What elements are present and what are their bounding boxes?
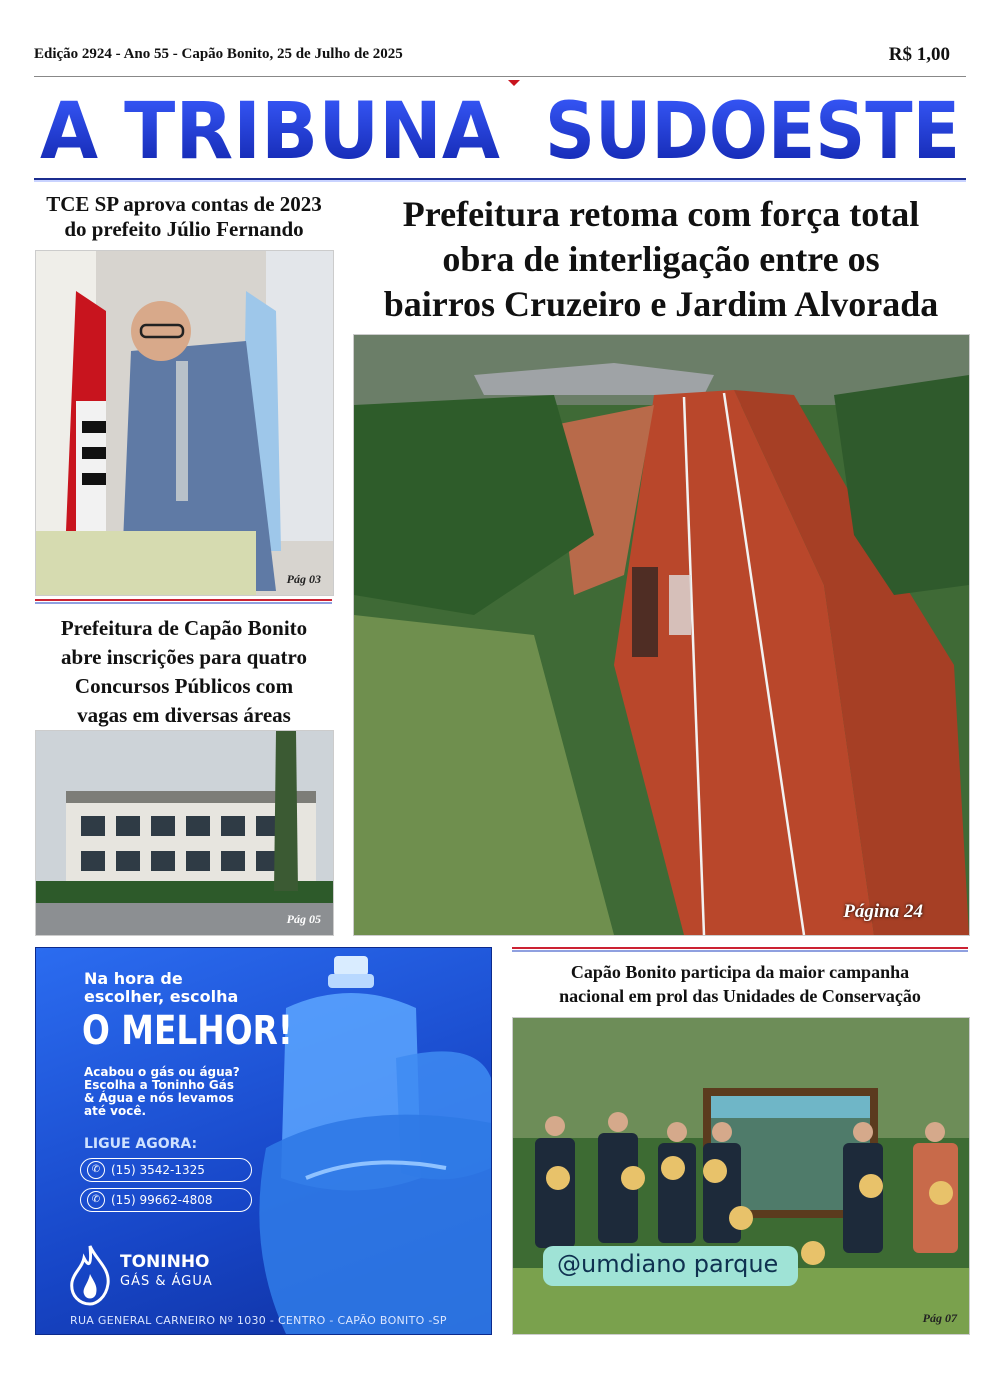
tce-headline-line2: do prefeito Júlio Fernando — [64, 217, 304, 241]
conservacao-photo[interactable] — [512, 1017, 970, 1335]
masthead-left: A TRIBUNA — [40, 87, 500, 175]
ad-intro-line1: Na hora de — [84, 969, 183, 988]
divider-left-1 — [35, 599, 332, 604]
masthead-right: SUDOESTE — [545, 87, 960, 175]
ad-phone-1-text: (15) 3542-1325 — [111, 1163, 205, 1177]
phone-icon: ✆ — [87, 1191, 105, 1209]
city-hall-building-image — [36, 731, 333, 935]
tce-headline[interactable] — [30, 192, 338, 242]
toninho-ad[interactable] — [35, 947, 492, 1335]
masthead-rule — [34, 178, 966, 182]
ad-brand-name: TONINHO — [120, 1252, 210, 1272]
park-group-image — [513, 1018, 969, 1334]
divider-right — [512, 947, 968, 952]
ad-address: RUA GENERAL CARNEIRO Nº 1030 - CENTRO - CAPÃO BONITO -SP — [70, 1314, 447, 1327]
ad-intro — [84, 970, 284, 1006]
concursos-headline-line4: vagas em diversas áreas — [77, 703, 291, 727]
conservacao-page-ref: Pág 07 — [922, 1311, 957, 1325]
ad-phone-2-text: (15) 99662-4808 — [111, 1193, 213, 1207]
tce-page-ref: Pág 03 — [286, 572, 321, 586]
ad-intro-line2: escolher, escolha — [84, 987, 239, 1006]
main-headline-line2: obra de interligação entre os — [442, 239, 880, 279]
concursos-page-ref: Pág 05 — [286, 912, 321, 926]
ad-body — [84, 1066, 284, 1118]
tce-photo[interactable] — [35, 250, 334, 596]
ad-body-line2: Escolha a Toninho Gás — [84, 1078, 234, 1092]
umdiano-banner: @umdiano parque — [557, 1250, 779, 1278]
concursos-photo[interactable] — [35, 730, 334, 936]
price: R$ 1,00 — [888, 44, 950, 65]
main-headline-line3: bairros Cruzeiro e Jardim Alvorada — [383, 284, 939, 324]
ad-phone-2[interactable] — [80, 1188, 252, 1212]
ad-brand-sub: GÁS & ÁGUA — [120, 1274, 213, 1289]
concursos-headline-line3: Concursos Públicos com — [74, 674, 294, 698]
conservacao-headline-line1: Capão Bonito participa da maior campanha — [570, 962, 910, 982]
concursos-headline-line1: Prefeitura de Capão Bonito — [60, 616, 308, 640]
ad-body-line1: Acabou o gás ou água? — [84, 1065, 240, 1079]
concursos-headline[interactable] — [30, 614, 338, 730]
concursos-headline-line2: abre inscrições para quatro — [61, 645, 307, 669]
top-rule — [34, 76, 966, 77]
conservacao-headline-line2: nacional em prol das Unidades de Conservação — [559, 986, 921, 1006]
tce-headline-line1: TCE SP aprova contas de 2023 — [46, 192, 322, 216]
main-headline-line1: Prefeitura retoma com força total — [402, 194, 920, 234]
road-construction-aerial-image — [354, 335, 969, 935]
edition-line: Edição 2924 - Ano 55 - Capão Bonito, 25 de Julho de 2025 — [34, 46, 403, 62]
mayor-signing-image — [36, 251, 333, 595]
ad-body-line3: & Água e nós levamos — [84, 1091, 234, 1105]
phone-icon: ✆ — [87, 1161, 105, 1179]
ad-big-text: O MELHOR! — [82, 1008, 293, 1054]
ad-phone-1[interactable] — [80, 1158, 252, 1182]
ad-brand — [120, 1252, 213, 1292]
sao-paulo-state-icon — [462, 80, 542, 86]
ad-cta: LIGUE AGORA: — [84, 1136, 198, 1152]
ad-body-line4: até você. — [84, 1104, 147, 1118]
main-photo[interactable] — [353, 334, 970, 936]
main-headline[interactable] — [352, 192, 970, 327]
conservacao-headline[interactable] — [505, 960, 975, 1008]
flame-water-logo-icon — [66, 1244, 114, 1306]
main-page-ref: Página 24 — [843, 901, 923, 922]
masthead — [30, 80, 970, 175]
